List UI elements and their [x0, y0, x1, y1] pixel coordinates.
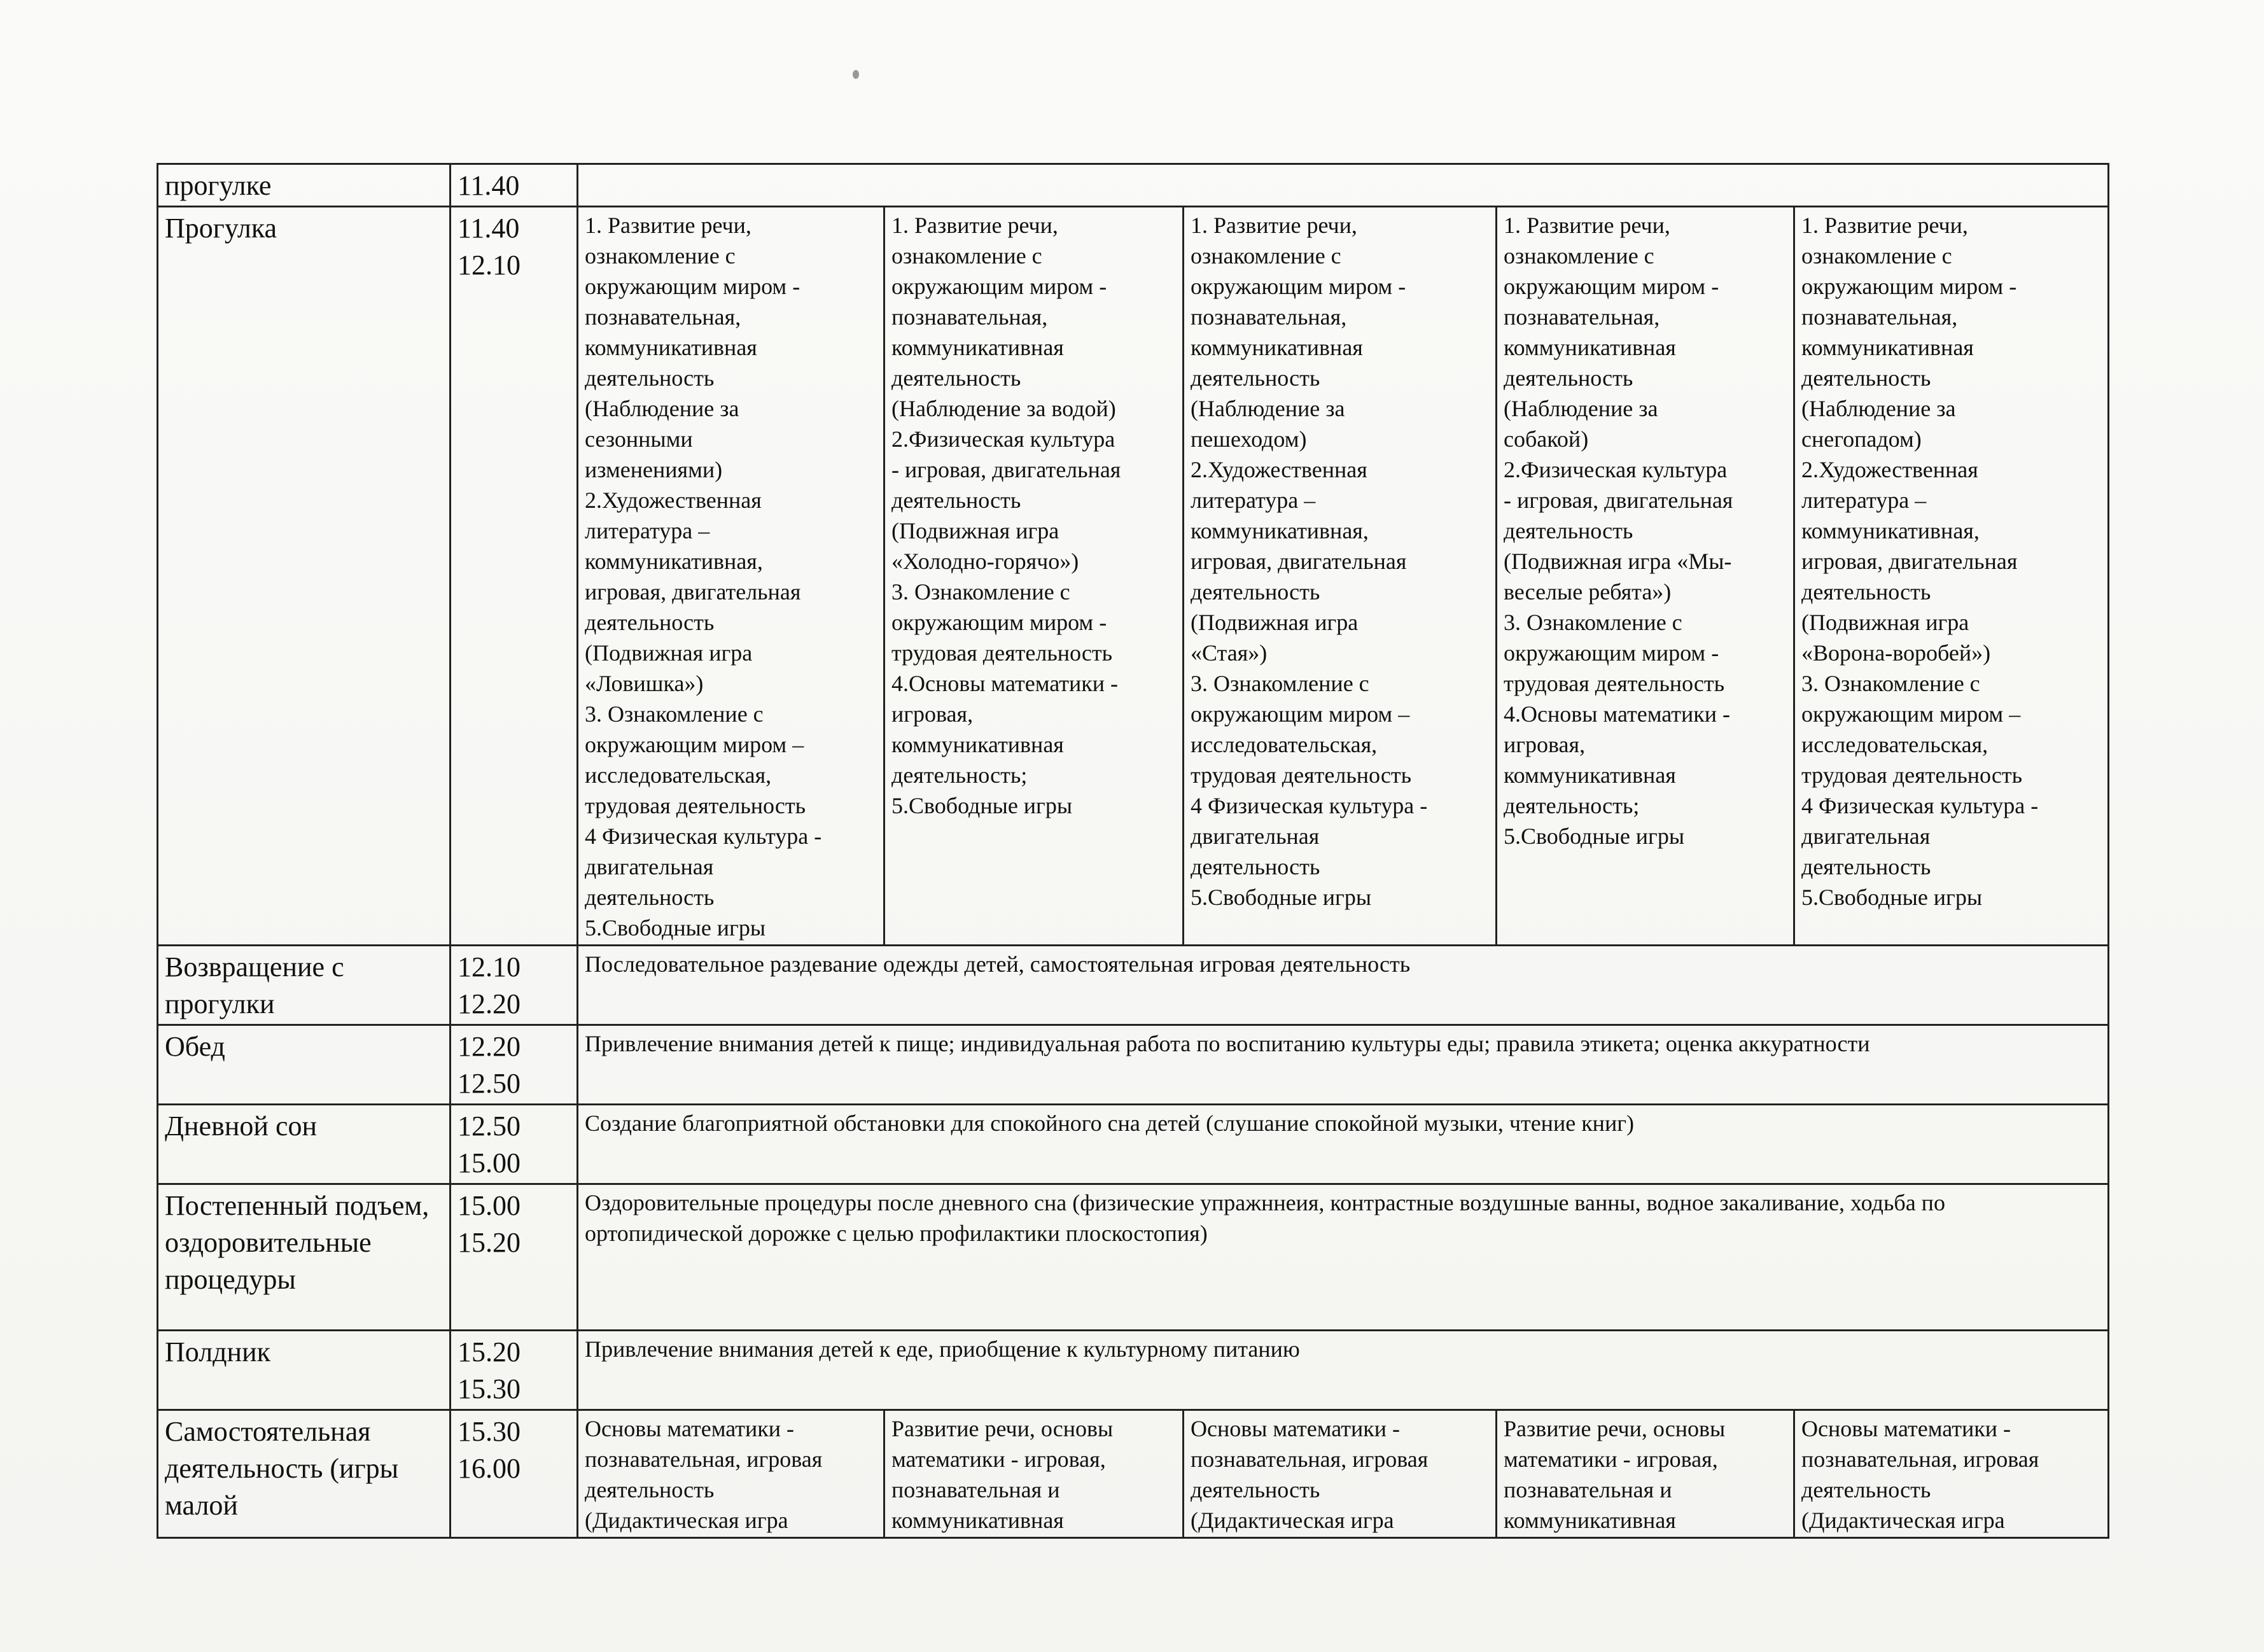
day-cell-4: Развитие речи, основы математики - игровая, познавательная и коммуникативная — [1497, 1410, 1794, 1538]
table-row — [158, 1410, 2109, 1538]
time-start: 15.00 — [458, 1190, 521, 1221]
table-row — [158, 946, 2109, 1025]
table-row — [158, 1331, 2109, 1410]
time-end: 12.10 — [458, 249, 521, 281]
description-cell: Привлечение внимания детей к пище; индивидуальная работа по воспитанию культуры еды; правила этикета; оценка аккуратности — [578, 1025, 2109, 1105]
day-cell-1: Основы математики - познавательная, игровая деятельность (Дидактическая игра — [578, 1410, 884, 1538]
time-start: 11.40 — [458, 213, 520, 244]
time-cell — [451, 1331, 578, 1410]
description-cell: Создание благоприятной обстановки для спокойного сна детей (слушание спокойной музыки, чтение книг) — [578, 1105, 2109, 1184]
time-cell — [451, 1410, 578, 1538]
activity-cell: Обед — [158, 1025, 451, 1105]
time-start: 12.50 — [458, 1110, 521, 1142]
time-start: 15.30 — [458, 1416, 521, 1447]
description-cell: Привлечение внимания детей к еде, приобщение к культурному питанию — [578, 1331, 2109, 1410]
activity-cell: Полдник — [158, 1331, 451, 1410]
time-end: 15.30 — [458, 1373, 521, 1404]
description-cell — [578, 164, 2109, 207]
time-cell — [451, 1184, 578, 1331]
day-cell-3: Основы математики - познавательная, игровая деятельность (Дидактическая игра — [1184, 1410, 1497, 1538]
time-cell — [451, 1105, 578, 1184]
day-cell-2: Развитие речи, основы математики - игровая, познавательная и коммуникативная — [884, 1410, 1184, 1538]
activity-cell: прогулке — [158, 164, 451, 207]
time-cell — [451, 1025, 578, 1105]
time-end: 15.00 — [458, 1147, 521, 1179]
activity-cell: Дневной сон — [158, 1105, 451, 1184]
time-start: 11.40 — [458, 170, 520, 201]
time-cell — [451, 946, 578, 1025]
daily-schedule-table — [157, 163, 2109, 1539]
time-start: 15.20 — [458, 1336, 521, 1368]
activity-cell: Самостоятельная деятельность (игры малой — [158, 1410, 451, 1538]
time-cell — [451, 207, 578, 946]
day-cell-2: 1. Развитие речи, ознакомление с окружающим миром - познавательная, коммуникативная деятельность (Наблюдение за водой) 2.Физическая культура - игровая, двигательная деятельность (Подвижная игра «Холодно-горячо») 3. Ознакомление с окружающим миром - трудовая деятельность 4.Основы математики - игровая, коммуникативная деятельность; 5.Свободные игры — [884, 207, 1184, 946]
table-row — [158, 164, 2109, 207]
time-end: 12.50 — [458, 1068, 521, 1099]
time-start: 12.20 — [458, 1031, 521, 1062]
table-row — [158, 1184, 2109, 1331]
time-end: 15.20 — [458, 1227, 521, 1258]
activity-cell: Возвращение с прогулки — [158, 946, 451, 1025]
time-end: 16.00 — [458, 1453, 521, 1484]
description-cell: Последовательное раздевание одежды детей, самостоятельная игровая деятельность — [578, 946, 2109, 1025]
time-cell — [451, 164, 578, 207]
time-start: 12.10 — [458, 951, 521, 983]
table-row — [158, 1025, 2109, 1105]
description-cell: Оздоровительные процедуры после дневного сна (физические упражннеия, контрастные воздушные ванны, водное закаливание, ходьба по ортопидической дорожке с целью профилактики плоскостопия) — [578, 1184, 2109, 1331]
time-end: 12.20 — [458, 988, 521, 1019]
table-row — [158, 1105, 2109, 1184]
day-cell-4: 1. Развитие речи, ознакомление с окружающим миром - познавательная, коммуникативная деятельность (Наблюдение за собакой) 2.Физическая культура - игровая, двигательная деятельность (Подвижная игра «Мы- веселые ребята») 3. Ознакомление с окружающим миром - трудовая деятельность 4.Основы математики - игровая, коммуникативная деятельность; 5.Свободные игры — [1497, 207, 1794, 946]
activity-cell: Постепенный подъем, оздоровительные процедуры — [158, 1184, 451, 1331]
day-cell-1: 1. Развитие речи, ознакомление с окружающим миром - познавательная, коммуникативная деятельность (Наблюдение за сезонными изменениями) 2.Художественная литература – коммуникативная, игровая, двигательная деятельность (Подвижная игра «Ловишка») 3. Ознакомление с окружающим миром – исследовательская, трудовая деятельность 4 Физическая культура - двигательная деятельность 5.Свободные игры — [578, 207, 884, 946]
day-cell-3: 1. Развитие речи, ознакомление с окружающим миром - познавательная, коммуникативная деятельность (Наблюдение за пешеходом) 2.Художественная литература – коммуникативная, игровая, двигательная деятельность (Подвижная игра «Стая») 3. Ознакомление с окружающим миром – исследовательская, трудовая деятельность 4 Физическая культура - двигательная деятельность 5.Свободные игры — [1184, 207, 1497, 946]
day-cell-5: Основы математики - познавательная, игровая деятельность (Дидактическая игра — [1794, 1410, 2109, 1538]
activity-cell: Прогулка — [158, 207, 451, 946]
table-row — [158, 207, 2109, 946]
day-cell-5: 1. Развитие речи, ознакомление с окружающим миром - познавательная, коммуникативная деятельность (Наблюдение за снегопадом) 2.Художественная литература – коммуникативная, игровая, двигательная деятельность (Подвижная игра «Ворона-воробей») 3. Ознакомление с окружающим миром – исследовательская, трудовая деятельность 4 Физическая культура - двигательная деятельность 5.Свободные игры — [1794, 207, 2109, 946]
scan-speck — [853, 70, 859, 79]
